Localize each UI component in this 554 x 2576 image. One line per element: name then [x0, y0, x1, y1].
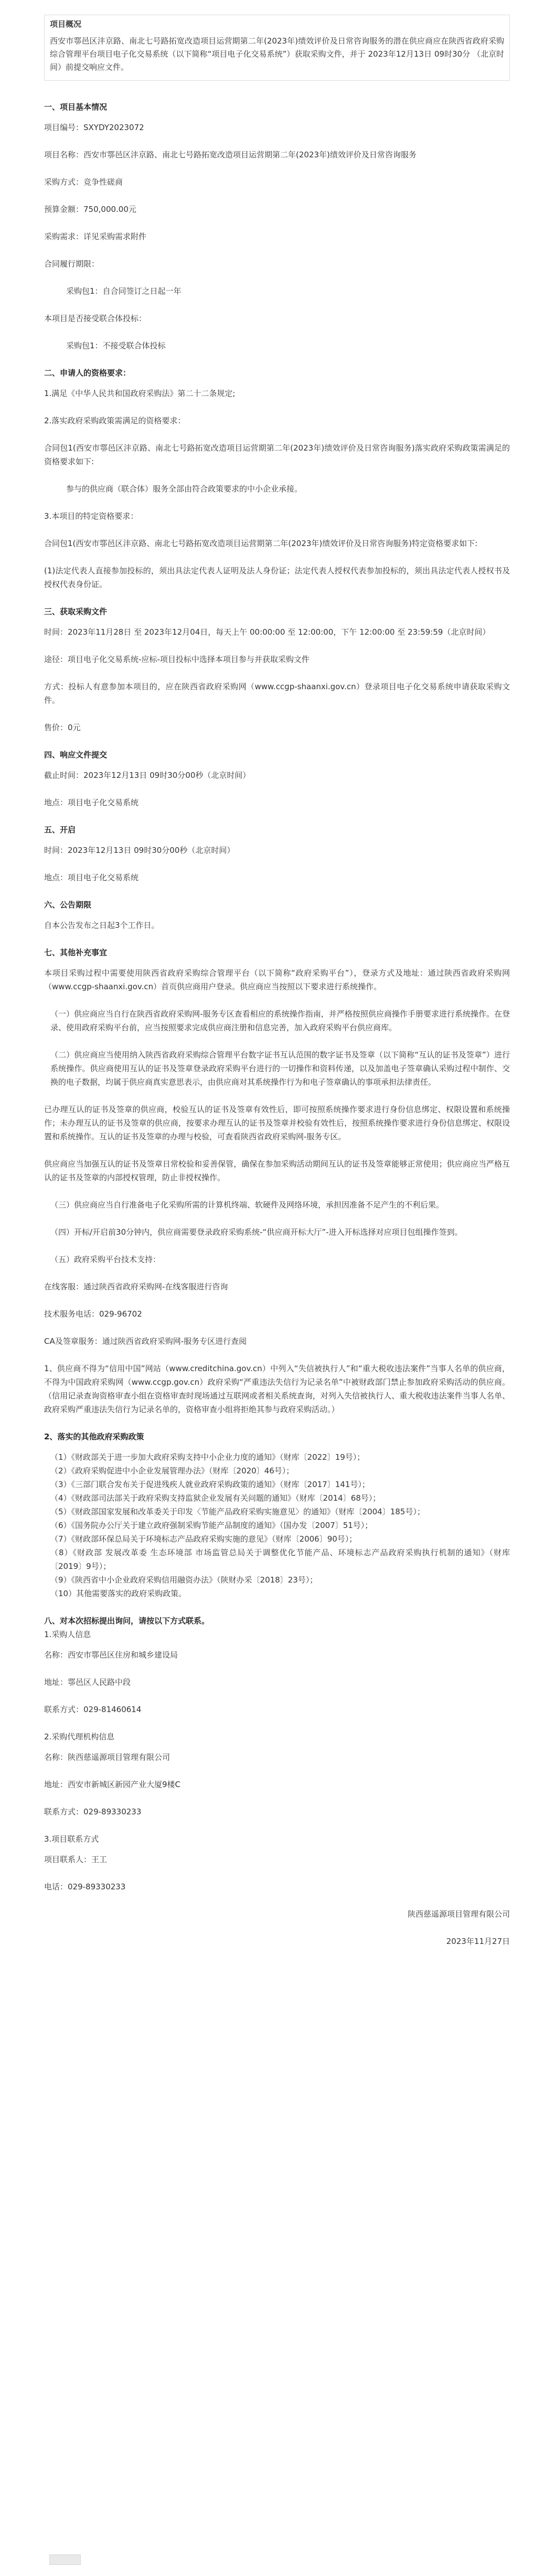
supplement-p6: （三）供应商应当自行准备电子化采购所需的计算机终端、软硬件及网络环境，承担因准备不足产生的不利后果。	[50, 1200, 444, 1210]
supplement-credit-rule: 1、供应商不得为“信用中国”网站（www.creditchina.gov.cn）中列入“失信被执行人”和“重大税收违法案件”当事人名单的供应商，不得为中国政府采购网（www.ccgp.gov.cn）政府采购“严重违法失信行为记录名单”中被财政部门禁止参加政府采购活动的供应商。（信用记录查询资格审查小组在资格审查时现场通过互联网或者相关系统查询，对列入失信被执行人、重大税收违法案件当事人名单、政府采购严重违法失信行为记录名单的，资格审查小组将拒绝其参与政府采购活动。）	[44, 1364, 510, 1414]
qualification-item-2: 2.落实政府采购政策需满足的资格要求：	[44, 416, 186, 425]
policy-item: （9）《陕西省中小企业政府采购信用融资办法》（陕财办采〔2018〕23号）；	[50, 1575, 318, 1585]
buyer-name: 名称：西安市鄠邑区住房和城乡建设局	[44, 1650, 178, 1660]
overview-title: 项目概况	[50, 19, 82, 29]
document-mode: 方式：投标人有意参加本项目的，应在陕西省政府采购网（www.ccgp-shaanxi.gov.cn）登录项目电子化交易系统申请获取采购文件。	[44, 682, 510, 705]
policy-item: （5）《财政部国家发展和改革委关于印发〈节能产品政府采购实施意见〉的通知》（财库〔2004〕185号）；	[50, 1507, 425, 1516]
supplement-p5: 供应商应当加强互认的证书及签章日常校验和妥善保管，确保在参加采购活动期间互认的证书及签章能够正常使用；供应商应当严格互认的证书及签章的内部授权管理，防止非授权操作。	[44, 1159, 510, 1182]
qualification-item-1: 1.满足《中华人民共和国政府采购法》第二十二条规定;	[44, 389, 236, 398]
supplement-p4: 已办理互认的证书及签章的供应商，校验互认的证书及签章有效性后，即可按照系统操作要求进行身份信息绑定、权限设置和系统操作；未办理互认的证书及签章的供应商，按要求办理互认的证书及签章并校验有效性后，按照系统操作要求进行身份信息绑定、权限设置和系统操作。互认的证书及签章的办理与校验，可查看陕西省政府采购网-服务专区。	[44, 1105, 510, 1141]
supplement-p7: （四）开标/开启前30分钟内，供应商需要登录政府采购系统-“供应商开标大厅”-进入开标选择对应项目包组操作签到。	[50, 1227, 463, 1237]
section-3-heading: 三、获取采购文件	[44, 607, 108, 616]
section-7-heading: 七、其他补充事宜	[44, 948, 108, 957]
supplement-p2: （一）供应商应当自行在陕西省政府采购网-服务专区查看相应的系统操作指南，并严格按照供应商操作手册要求进行系统操作。在登录、使用政府采购平台前，应当按照要求完成供应商注册和信息完善，加入政府采购平台供应商库。	[50, 1009, 510, 1032]
policy-item: （4）《财政部司法部关于政府采购支持监狱企业发展有关问题的通知》（财库〔2014〕68号）；	[50, 1493, 381, 1503]
document-price: 售价：0元	[44, 723, 81, 732]
agent-name: 名称：陕西慈遥源项目管理有限公司	[44, 1752, 171, 1762]
policies-heading: 2、落实的其他政府采购政策	[44, 1432, 144, 1441]
project-name: 项目名称：西安市鄠邑区沣京路、南北七号路拓宽改造项目运营期第二年(2023年)绩效评价及日常咨询服务	[44, 150, 417, 159]
contact-phone: 电话：029-89330233	[44, 1882, 126, 1891]
overview-text: 西安市鄠邑区沣京路、南北七号路拓宽改造项目运营期第二年(2023年)绩效评价及日常咨询服务的潜在供应商应在陕西省政府采购综合管理平台项目电子化交易系统（以下简称“项目电子化交易系统”）获取采购文件，并于 2023年12月13日 09时30分 （北京时间）前提交响应文件。	[50, 36, 504, 72]
contact-info-title: 3.项目联系方式	[44, 1834, 99, 1844]
qualification-item-3-text: 合同包1(西安市鄠邑区沣京路、南北七号路拓宽改造项目运营期第二年(2023年)绩效评价及日常咨询服务)特定资格要求如下:	[44, 539, 478, 548]
section-1-heading: 一、项目基本情况	[44, 102, 108, 112]
policy-item: （8）《财政部 发展改革委 生态环境部 市场监管总局关于调整优化节能产品、环境标志产品政府采购执行机制的通知》（财库〔2019〕9号）；	[50, 1548, 510, 1571]
package-period: 采购包1：自合同签订之日起一年	[66, 286, 182, 296]
qualification-item-2-sub: 参与的供应商（联合体）服务全部由符合政策要求的中小企业承接。	[66, 484, 303, 494]
supplement-p8: （五）政府采购平台技术支持：	[50, 1255, 161, 1264]
project-overview-box	[44, 15, 510, 81]
footer-date: 2023年11月27日	[446, 1937, 510, 1946]
section-8-heading: 八、对本次招标提出询问，请按以下方式联系。	[44, 1616, 210, 1626]
procurement-method: 采购方式：竞争性磋商	[44, 177, 123, 187]
agent-address: 地址：西安市新城区新园产业大厦9楼C	[44, 1780, 181, 1789]
supplement-p1: 本项目采购过程中需要使用陕西省政府采购综合管理平台（以下简称“政府采购平台”），登录方式及地址：通过陕西省政府采购网（www.ccgp-shaanxi.gov.cn）首页供应商用户登录。供应商应当按照以下要求进行系统操作。	[44, 968, 510, 991]
document-route: 途径：项目电子化交易系统-应标-项目投标中选择本项目参与并获取采购文件	[44, 655, 310, 664]
policy-item: （2）《政府采购促进中小企业发展管理办法》（财库〔2020〕46号）；	[50, 1466, 294, 1476]
qualification-item-2-text: 合同包1(西安市鄠邑区沣京路、南北七号路拓宽改造项目运营期第二年(2023年)绩效评价及日常咨询服务)落实政府采购政策需满足的资格要求如下:	[44, 443, 510, 466]
opening-place: 地点：项目电子化交易系统	[44, 873, 139, 882]
opening-time: 时间：2023年12月13日 09时30分00秒（北京时间）	[44, 846, 235, 855]
supplement-p3: （二）供应商应当使用纳入陕西省政府采购综合管理平台数字证书互认范围的数字证书及签章（以下简称“互认的证书及签章”）进行系统操作。供应商使用互认的证书及签章登录政府采购平台进行的一切操作和资料传递，以及加盖电子签章确认采购过程中制作、交换的电子数据，均属于供应商真实意思表示，由供应商对其系统操作行为和电子签章确认的事项承担法律责任。	[50, 1050, 510, 1087]
submission-place: 地点：项目电子化交易系统	[44, 798, 139, 807]
consortium-label: 本项目是否接受联合体投标：	[44, 314, 147, 323]
buyer-address: 地址：鄠邑区人民路中段	[44, 1677, 131, 1687]
supplement-ca-service: CA及签章服务：通过陕西省政府采购网-服务专区进行查阅	[44, 1337, 247, 1346]
contract-period-label: 合同履行期限：	[44, 259, 100, 269]
agent-info-title: 2.采购代理机构信息	[44, 1732, 115, 1741]
policy-item: （1）《财政部关于进一步加大政府采购支持中小企业力度的通知》（财库〔2022〕19号）；	[50, 1452, 365, 1462]
policy-item: （7）《财政部环保总局关于环境标志产品政府采购实施的意见》（财库〔2006〕90号）；	[50, 1534, 357, 1544]
qualification-item-3: 3.本项目的特定资格要求：	[44, 511, 138, 521]
contact-person: 项目联系人：王工	[44, 1855, 108, 1864]
budget-amount: 预算金额：750,000.00元	[44, 205, 136, 214]
package-consortium: 采购包1：不接受联合体投标	[66, 341, 166, 350]
attachment-thumbnail[interactable]	[49, 2554, 81, 2565]
qualification-item-3-sub: (1)法定代表人直接参加投标的，须出具法定代表人证明及法人身份证；法定代表人授权代表参加投标的，须出具法定代表人授权书及授权代表身份证。	[44, 566, 510, 589]
buyer-phone: 联系方式：029-81460614	[44, 1705, 142, 1714]
submission-deadline: 截止时间：2023年12月13日 09时30分00秒（北京时间）	[44, 771, 251, 780]
announcement-period: 自本公告发布之日起3个工作日。	[44, 921, 159, 930]
policy-item: （3）《三部门联合发布关于促进残疾人就业政府采购政策的通知》（财库〔2017〕141号）；	[50, 1480, 370, 1489]
section-4-heading: 四、响应文件提交	[44, 750, 108, 760]
document-time: 时间：2023年11月28日 至 2023年12月04日，每天上午 00:00:00 至 12:00:00，下午 12:00:00 至 23:59:59（北京时间）	[44, 627, 491, 637]
supplement-online-service: 在线客服：通过陕西省政府采购网-在线客服进行咨询	[44, 1282, 228, 1291]
policy-item: （6）《国务院办公厅关于建立政府强制采购节能产品制度的通知》（国办发〔2007〕51号）；	[50, 1521, 373, 1530]
project-number: 项目编号：SXYDY2023072	[44, 123, 144, 132]
supplement-tech-phone: 技术服务电话：029-96702	[44, 1309, 142, 1319]
procurement-needs: 采购需求：详见采购需求附件	[44, 232, 147, 241]
footer-organization: 陕西慈遥源项目管理有限公司	[407, 1909, 510, 1919]
policy-item: （10）其他需要落实的政府采购政策。	[50, 1589, 187, 1598]
buyer-info-title: 1.采购人信息	[44, 1630, 91, 1639]
section-5-heading: 五、开启	[44, 825, 76, 835]
agent-phone: 联系方式：029-89330233	[44, 1807, 142, 1816]
policies-list	[44, 1450, 510, 1600]
section-6-heading: 六、公告期限	[44, 900, 92, 910]
announcement-body	[44, 15, 510, 1948]
section-2-heading: 二、申请人的资格要求：	[44, 368, 131, 378]
